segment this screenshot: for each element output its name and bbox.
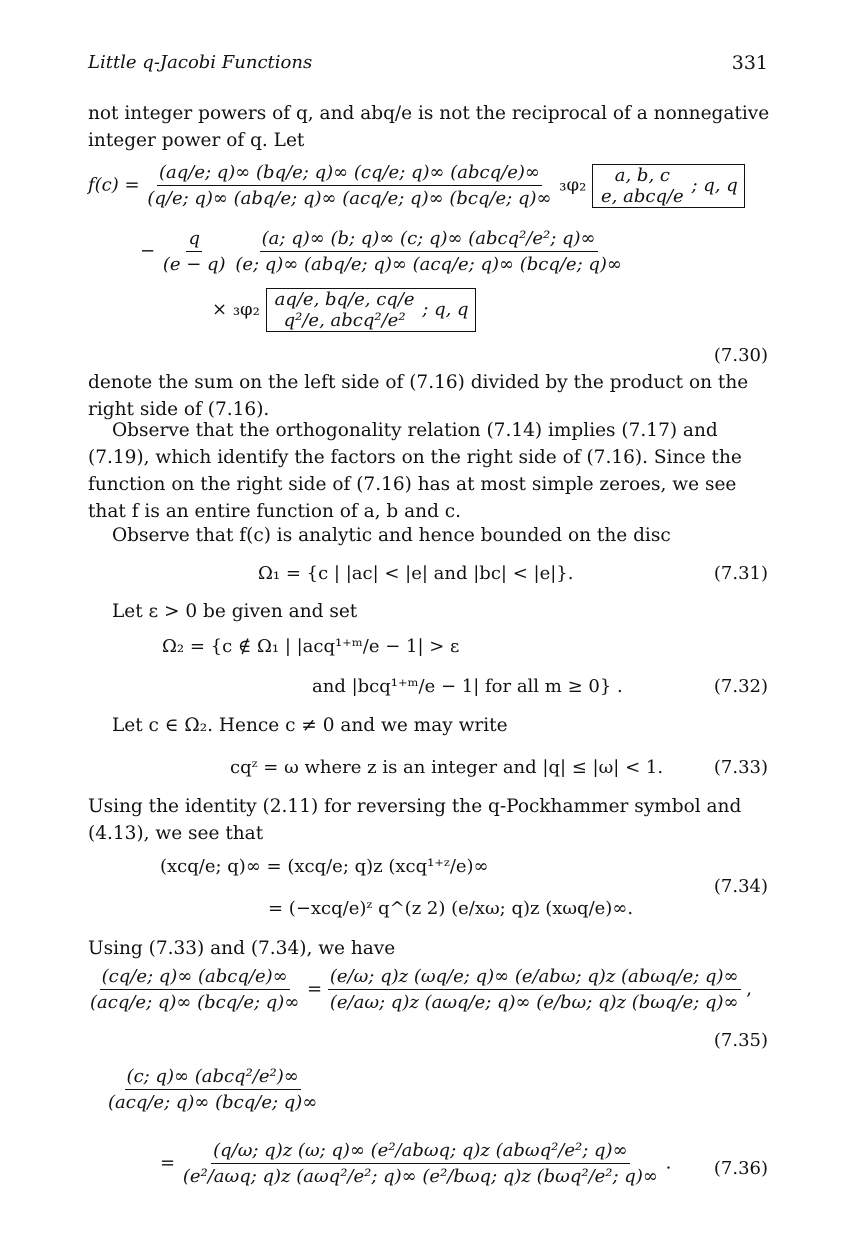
eq-lhs: f(c) = <box>88 174 140 196</box>
bracket-2-top: aq/e, bq/e, cq/e <box>274 289 415 310</box>
eq-735-equals: = <box>307 978 323 1000</box>
fraction-1-denominator: (q/e; q)∞ (abq/e; q)∞ (acq/e; q)∞ (bcq/e; q)∞ <box>147 188 552 209</box>
paragraph-let-epsilon: Let ε > 0 be given and set <box>112 601 358 622</box>
paragraph-using: Using (7.33) and (7.34), we have <box>88 938 396 959</box>
equation-number-7-31: (7.31) <box>713 563 768 584</box>
running-header-title: Little q-Jacobi Functions <box>88 52 313 73</box>
fraction-2b-numerator: (a; q)∞ (b; q)∞ (c; q)∞ (abcq²/e²; q)∞ <box>260 228 598 252</box>
bracket-2-tail: ; q, q <box>422 299 469 320</box>
bracket-1-bottom: e, abcq/e <box>601 185 684 207</box>
fraction-2a-denominator: (e − q) <box>162 254 226 275</box>
eq-736-left-fraction <box>106 1066 319 1113</box>
eq-736-right-fraction <box>181 1140 660 1187</box>
times-sign: × <box>212 299 228 320</box>
paragraph-let-c: Let c ∈ Ω₂. Hence c ≠ 0 and we may write <box>112 715 508 736</box>
eq-735-right-denominator: (e/aω; q)z (aωq/e; q)∞ (e/bω; q)z (bωq/e; q)∞ <box>329 992 739 1013</box>
eq-735-tail: , <box>746 978 753 1000</box>
equation-7-32-line-1: Ω₂ = {c ∉ Ω₁ | |acq¹⁺ᵐ/e − 1| > ε <box>162 636 460 657</box>
eq-735-right-numerator: (e/ω; q)z (ωq/e; q)∞ (e/abω; q)z (abωq/e; q)∞ <box>328 966 741 990</box>
fraction-2a-numerator: q <box>186 228 202 252</box>
paragraph-identity: Using the identity (2.11) for reversing the q-Pockhammer symbol and (4.13), we see that <box>88 796 742 844</box>
bracket-1-top: a, b, c <box>614 164 670 186</box>
equation-7-31: Ω₁ = {c | |ac| < |e| and |bc| < |e|}. <box>258 563 574 584</box>
phi-symbol-1: ₃φ₂ <box>559 174 587 196</box>
minus-sign: − <box>140 240 156 262</box>
equation-7-33: cqᶻ = ω where z is an integer and |q| ≤ |ω| < 1. <box>230 757 664 778</box>
eq-735-right-fraction <box>328 966 741 1013</box>
equation-7-34-line-2: = (−xcq/e)ᶻ q^(z 2) (e/xω; q)z (xωq/e)∞. <box>268 898 634 919</box>
equation-7-34-line-1: (xcq/e; q)∞ = (xcq/e; q)z (xcq¹⁺ᶻ/e)∞ <box>160 856 489 877</box>
hypergeometric-bracket-2 <box>266 288 476 332</box>
eq-736-equals: = <box>160 1152 176 1174</box>
equation-7-36-line-1 <box>106 1066 319 1113</box>
eq-736-left-numerator: (c; q)∞ (abcq²/e²)∞ <box>125 1066 301 1090</box>
eq-735-left-fraction <box>88 966 301 1013</box>
paragraph-orthogonality: Observe that the orthogonality relation (7.14) implies (7.17) and (7.19), which identify the factors on the right side of (7.16). Since the function on the right side of (7.16) has at most simple zeroes, we see that f is an entire function of a, b and c. <box>88 420 742 522</box>
fraction-1-numerator: (aq/e; q)∞ (bq/e; q)∞ (cq/e; q)∞ (abcq/e)∞ <box>157 162 542 186</box>
fraction-2a <box>161 228 228 275</box>
equation-7-36-line-2 <box>160 1140 671 1187</box>
phi-symbol-2: ₃φ₂ <box>232 299 260 320</box>
fraction-1 <box>145 162 553 209</box>
eq-735-left-denominator: (acq/e; q)∞ (bcq/e; q)∞ <box>90 992 300 1013</box>
fraction-2b-denominator: (e; q)∞ (abq/e; q)∞ (acq/e; q)∞ (bcq/e; q)∞ <box>235 254 622 275</box>
eq-736-right-numerator: (q/ω; q)z (ω; q)∞ (e²/abωq; q)z (abωq²/e²; q)∞ <box>211 1140 629 1164</box>
equation-number-7-34: (7.34) <box>713 876 768 897</box>
bracket-1-params <box>599 165 686 207</box>
eq-736-left-denominator: (acq/e; q)∞ (bcq/e; q)∞ <box>108 1092 318 1113</box>
equation-number-7-35: (7.35) <box>713 1030 768 1051</box>
eq-736-tail: . <box>665 1152 672 1174</box>
equation-number-7-36: (7.36) <box>713 1158 768 1179</box>
eq-736-right-denominator: (e²/aωq; q)z (aωq²/e²; q)∞ (e²/bωq; q)z (bωq²/e²; q)∞ <box>182 1166 658 1187</box>
bracket-1-tail: ; q, q <box>691 174 738 196</box>
paragraph-intro: not integer powers of q, and abq/e is not the reciprocal of a nonnegative integer power of q. Let <box>88 103 770 151</box>
bracket-2-bottom: q²/e, abcq²/e² <box>283 310 406 331</box>
equation-7-30-line-1 <box>88 162 745 209</box>
equation-7-35 <box>88 966 752 1013</box>
page-number: 331 <box>731 52 768 74</box>
bracket-2-params <box>273 289 417 331</box>
eq-735-left-numerator: (cq/e; q)∞ (abcq/e)∞ <box>100 966 290 990</box>
equation-7-30-line-2 <box>140 228 624 275</box>
equation-7-30-line-3 <box>212 288 476 332</box>
equation-number-7-32: (7.32) <box>713 676 768 697</box>
equation-7-32-line-2: and |bcq¹⁺ᵐ/e − 1| for all m ≥ 0} . <box>312 676 623 697</box>
paragraph-analytic: Observe that f(c) is analytic and hence bounded on the disc <box>112 525 671 546</box>
hypergeometric-bracket-1 <box>592 164 745 208</box>
equation-number-7-30: (7.30) <box>713 345 768 366</box>
paragraph-denote: denote the sum on the left side of (7.16) divided by the product on the right side of (7.16). <box>88 372 749 420</box>
fraction-2b <box>233 228 624 275</box>
equation-number-7-33: (7.33) <box>713 757 768 778</box>
